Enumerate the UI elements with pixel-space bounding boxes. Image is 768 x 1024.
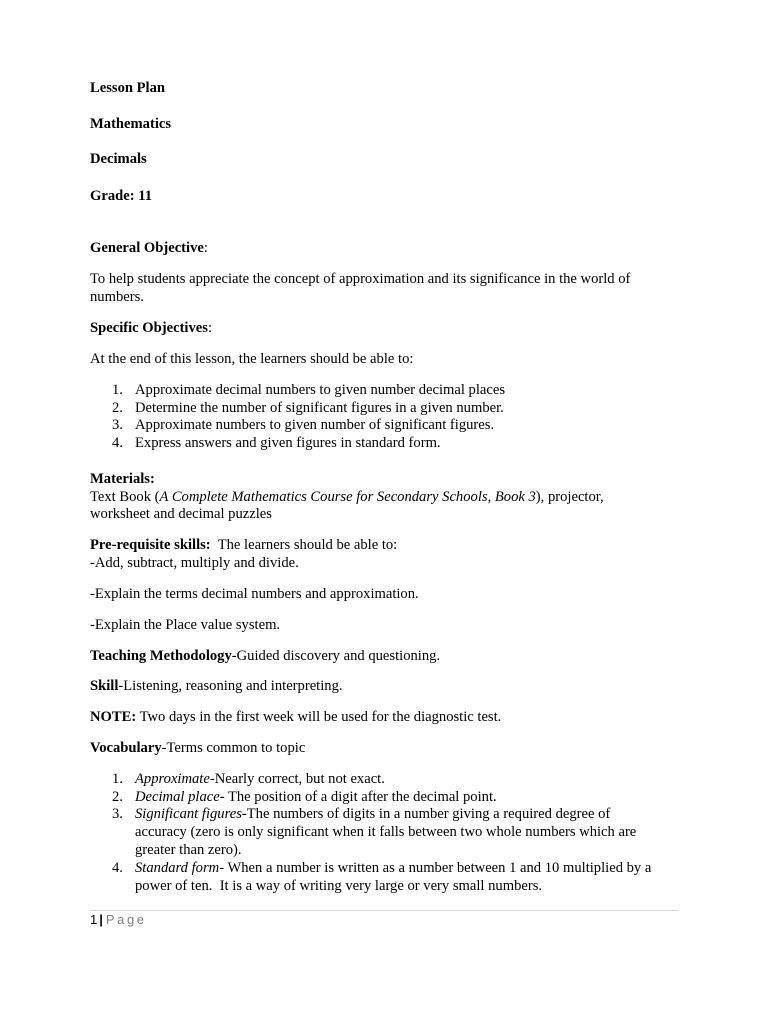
vocabulary-heading: Vocabulary-Terms common to topic bbox=[90, 740, 306, 756]
note-line: NOTE: Two days in the first week will be used for the diagnostic test. bbox=[90, 709, 502, 725]
page-label: Page bbox=[105, 912, 147, 927]
doc-topic: Decimals bbox=[90, 151, 147, 167]
footer-separator: | bbox=[99, 912, 103, 927]
general-objective-text-cont: numbers. bbox=[90, 289, 144, 305]
general-objective-heading: General Objective: bbox=[90, 240, 208, 256]
methodology-line: Teaching Methodology-Guided discovery and questioning. bbox=[90, 648, 441, 664]
specific-objectives-heading: Specific Objectives: bbox=[90, 320, 212, 336]
page-number: 1 bbox=[90, 912, 98, 927]
footer-divider bbox=[90, 910, 678, 911]
materials-text-cont: worksheet and decimal puzzles bbox=[90, 506, 272, 522]
prerequisite-heading: Pre-requisite skills: The learners should be able to: bbox=[90, 537, 398, 553]
specific-objectives-intro: At the end of this lesson, the learners should be able to: bbox=[90, 351, 414, 367]
prerequisite-skill: -Add, subtract, multiply and divide. bbox=[90, 555, 299, 571]
skill-line: Skill-Listening, reasoning and interpreting. bbox=[90, 678, 343, 694]
materials-heading: Materials: bbox=[90, 471, 155, 487]
materials-text: Text Book (A Complete Mathematics Course for Secondary Schools, Book 3), projector, bbox=[90, 489, 604, 505]
doc-title: Lesson Plan bbox=[90, 80, 166, 96]
page-footer bbox=[90, 912, 147, 928]
doc-grade: Grade: 11 bbox=[90, 188, 153, 204]
prerequisite-skill: -Explain the terms decimal numbers and approximation. bbox=[90, 586, 419, 602]
doc-subject: Mathematics bbox=[90, 116, 172, 132]
prerequisite-skill: -Explain the Place value system. bbox=[90, 617, 281, 633]
general-objective-text: To help students appreciate the concept of approximation and its significance in the world of bbox=[90, 271, 631, 287]
